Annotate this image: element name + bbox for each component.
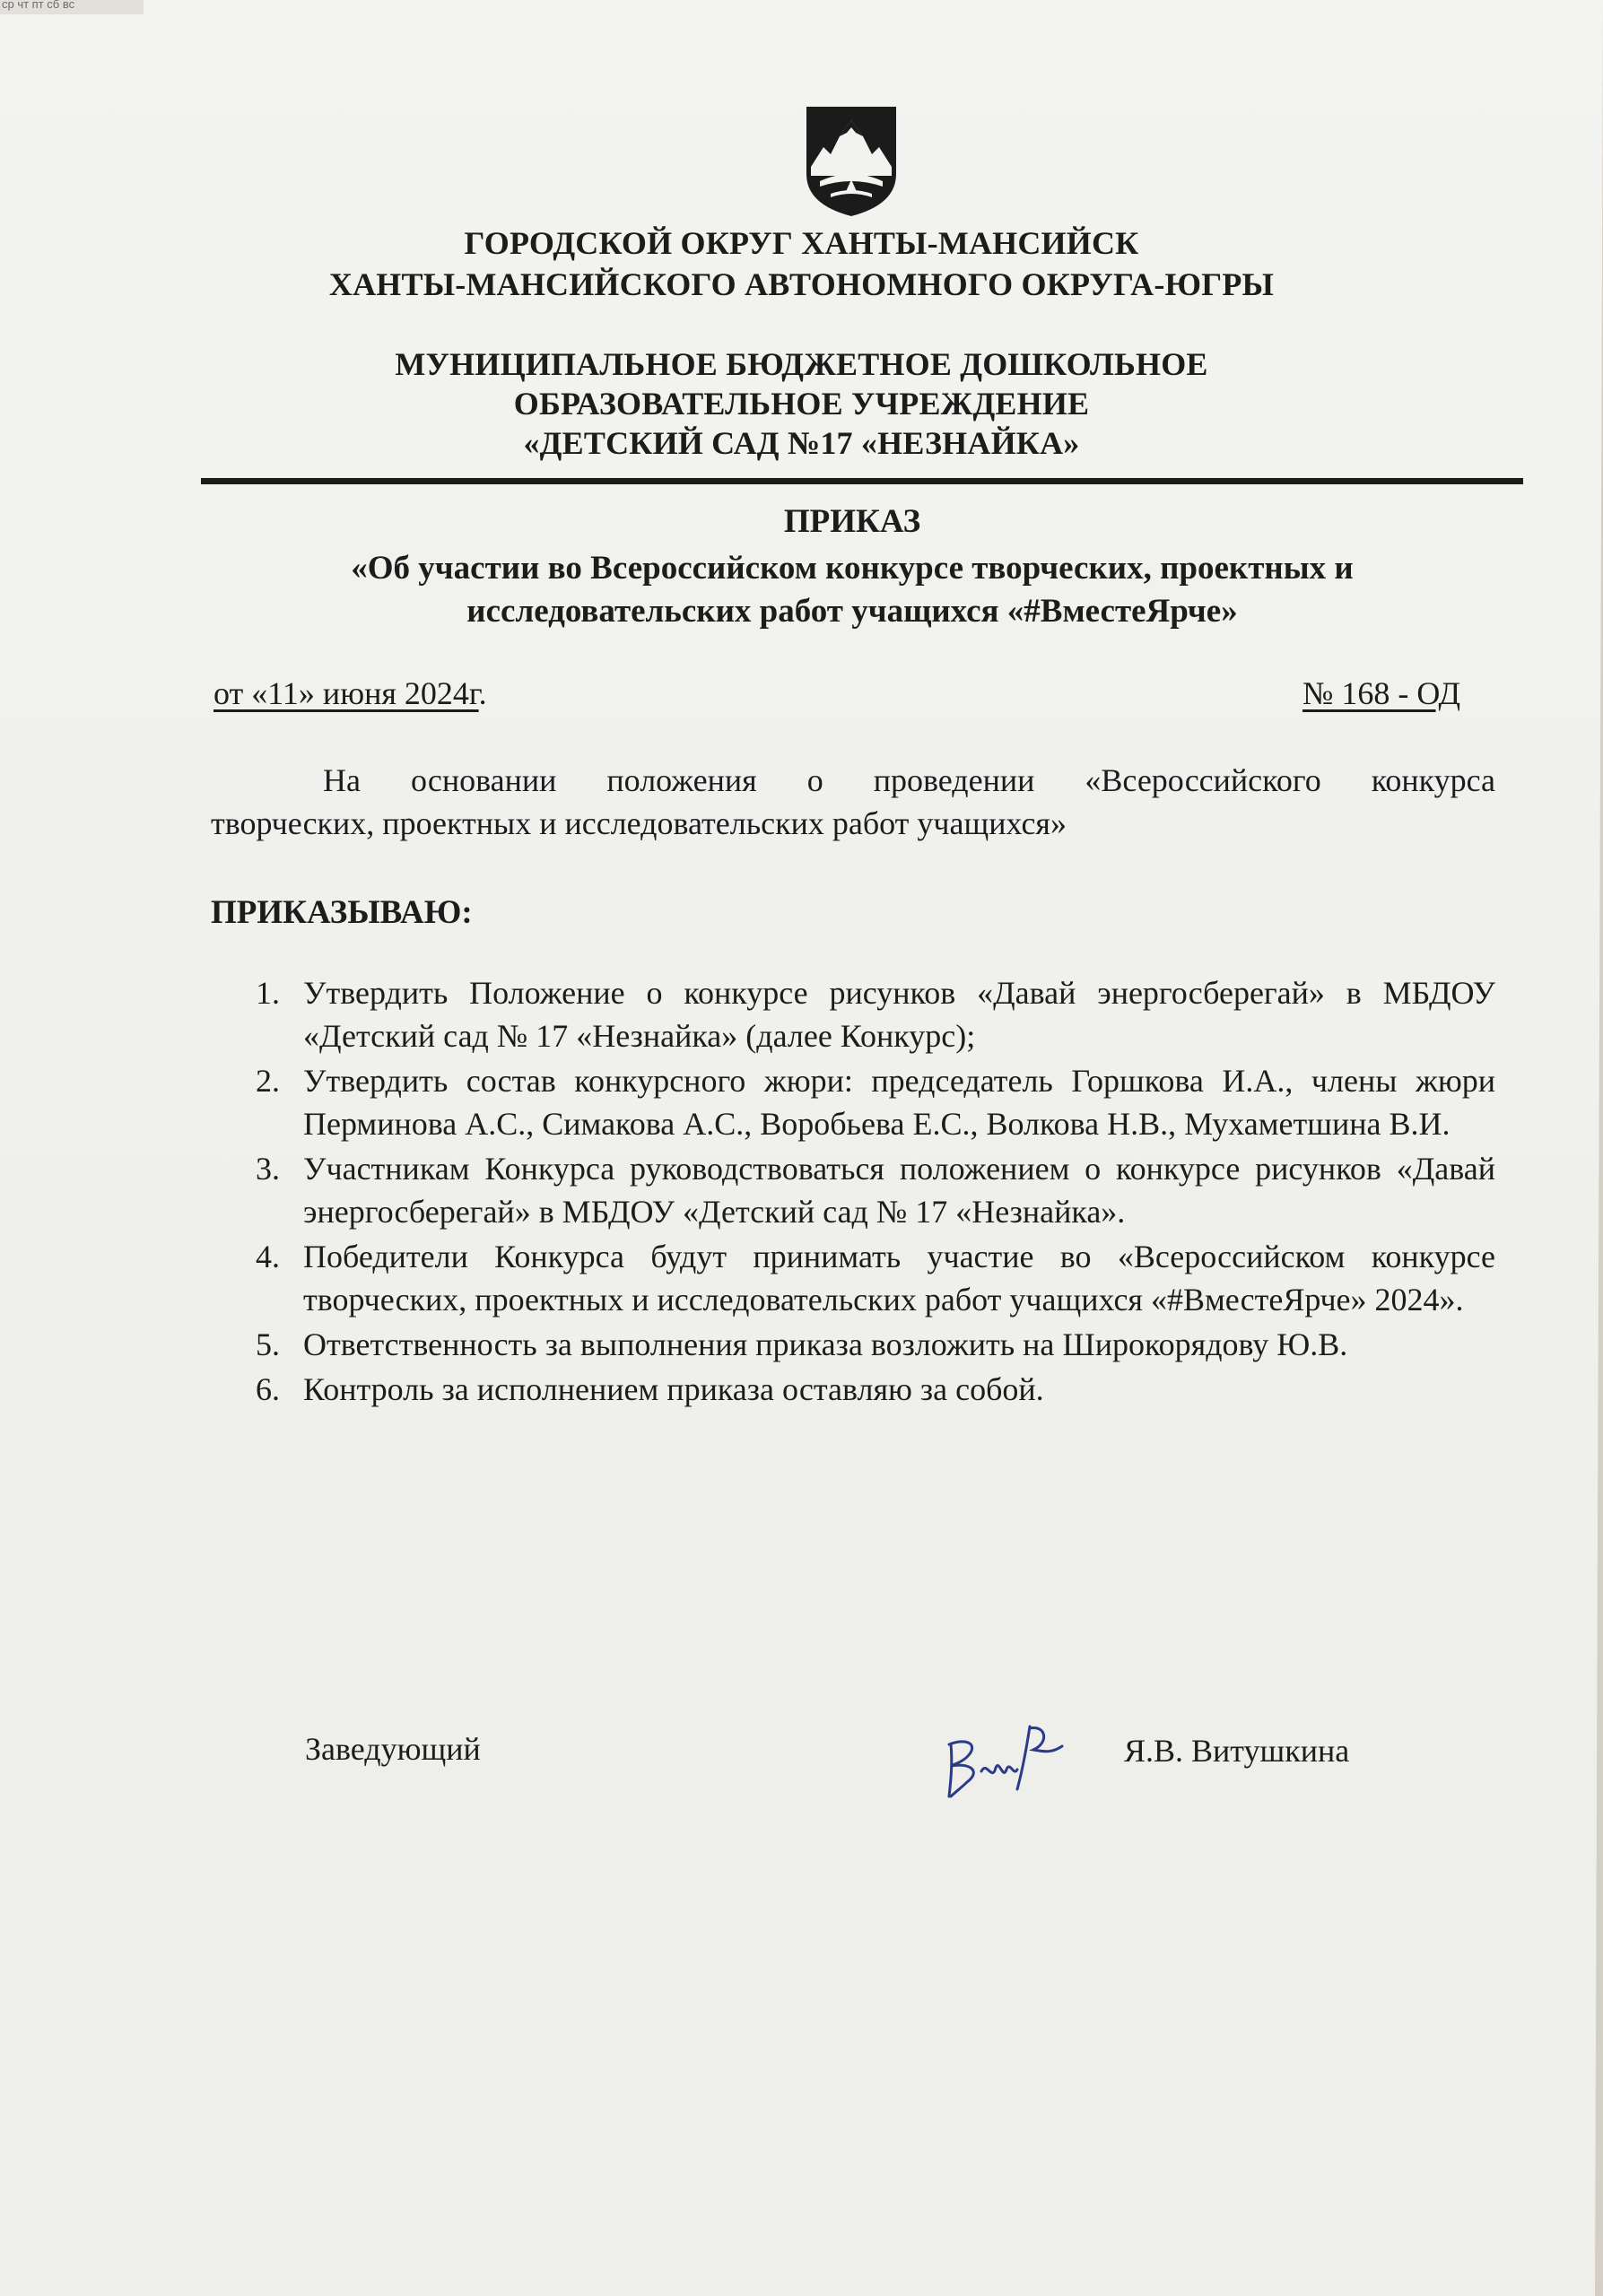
header-divider [201, 478, 1523, 484]
header-line-region: ХАНТЫ-МАНСИЙСКОГО АВТОНОМНОГО ОКРУГА-ЮГРЫ [328, 266, 1275, 302]
calendar-edge-text: ср чт пт сб вс [2, 0, 75, 11]
command-heading: ПРИКАЗЫВАЮ: [211, 894, 473, 931]
order-date-dot: . [478, 675, 487, 711]
order-item-number: 5. [256, 1326, 280, 1362]
order-heading: ПРИКАЗ [783, 503, 921, 540]
coat-of-arms-emblem [804, 104, 899, 219]
preamble-line-2: творческих, проектных и исследовательских работ учащихся» [211, 805, 1067, 841]
header-org-line-3: «ДЕТСКИЙ САД №17 «НЕЗНАЙКА» [523, 425, 1080, 461]
order-item-text: Ответственность за выполнения приказа возложить на Широкорядову Ю.В. [303, 1326, 1348, 1362]
order-item-text: Утвердить состав конкурсного жюри: председатель Горшкова И.А., члены жюри Перминова А.С., Симакова А.С., Воробьева Е.С., Волкова Н.В., Мухаметшина В.И. [303, 1063, 1495, 1142]
background-calendar-edge [0, 0, 144, 14]
preamble-line-1: На основании положения о проведении «Всероссийского конкурса [323, 762, 1495, 798]
order-item-text: Участникам Конкурса руководствоваться положением о конкурсе рисунков «Давай энергосберегай» в МБДОУ «Детский сад № 17 «Незнайка». [303, 1151, 1495, 1230]
order-item-number: 2. [256, 1063, 280, 1099]
handwritten-signature [940, 1718, 1075, 1807]
order-item [211, 1147, 1495, 1233]
order-date-text: от «11» июня 2024г [213, 675, 479, 711]
order-item [211, 971, 1495, 1057]
order-item [211, 1059, 1495, 1145]
order-item [211, 1368, 1495, 1411]
order-item-number: 1. [256, 975, 280, 1011]
order-subject-line-1: «Об участии во Всероссийском конкурсе творческих, проектных и [351, 550, 1354, 587]
order-item-text: Победители Конкурса будут принимать участие во «Всероссийском конкурсе творческих, проектных и исследовательских работ учащихся «#ВместеЯрче» 2024». [303, 1239, 1495, 1318]
header-org-line-1: МУНИЦИПАЛЬНОЕ БЮДЖЕТНОЕ ДОШКОЛЬНОЕ [395, 346, 1208, 382]
order-items-list [211, 971, 1495, 1411]
order-number: № 168 - ОД [1302, 675, 1461, 711]
header-org-line-2: ОБРАЗОВАТЕЛЬНОЕ УЧРЕЖДЕНИЕ [513, 386, 1090, 422]
order-date [213, 674, 487, 712]
order-item-text: Утвердить Положение о конкурсе рисунков «Давай энергосберегай» в МБДОУ «Детский сад № 17 «Незнайка» (далее Конкурс); [303, 975, 1495, 1054]
order-item-number: 4. [256, 1239, 280, 1274]
order-item-text: Контроль за исполнением приказа оставляю за собой. [303, 1371, 1044, 1407]
header-line-city: ГОРОДСКОЙ ОКРУГ ХАНТЫ-МАНСИЙСК [464, 225, 1139, 261]
order-subject-line-2: исследовательских работ учащихся «#ВместеЯрче» [466, 593, 1238, 630]
signoff-name: Я.В. Витушкина [1124, 1733, 1350, 1769]
order-item-number: 3. [256, 1151, 280, 1187]
order-item-number: 6. [256, 1371, 280, 1407]
order-item [211, 1323, 1495, 1366]
signoff-position: Заведующий [305, 1731, 481, 1767]
order-item [211, 1235, 1495, 1321]
